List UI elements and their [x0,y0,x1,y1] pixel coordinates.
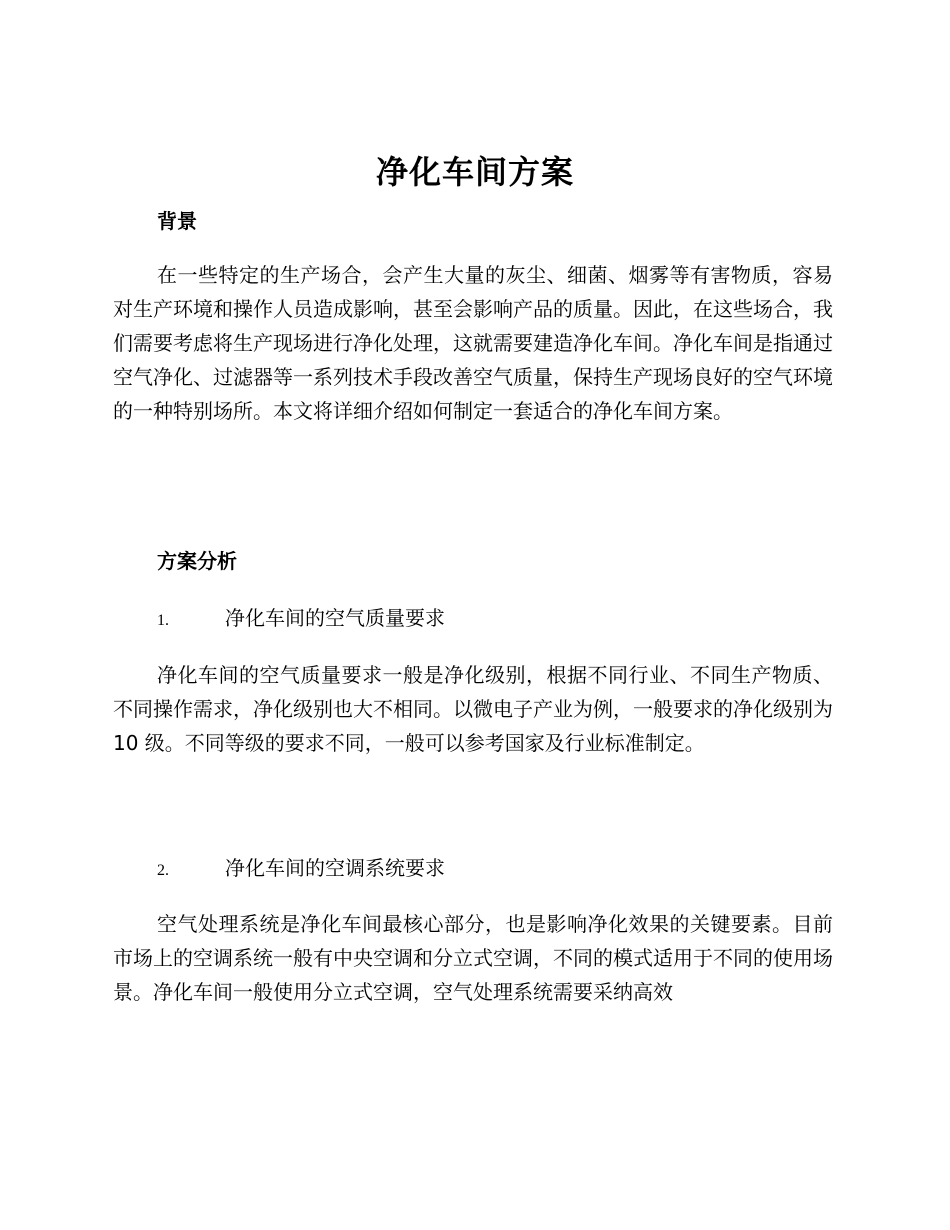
list-item-title: 净化车间的空气质量要求 [225,606,445,630]
document-title: 净化车间方案 [375,153,574,191]
list-item-ac-system [157,854,445,885]
background-paragraph: 在一些特定的生产场合，会产生大量的灰尘、细菌、烟雾等有害物质，容易对生产环境和操作人员造成影响，甚至会影响产品的质量。因此，在这些场合，我们需要考虑将生产现场进行净化处理，这就需要建造净化车间。净化车间是指通过空气净化、过滤器等一系列技术手段改善空气质量，保持生产现场良好的空气环境的一种特别场所。本文将详细介绍如何制定一套适合的净化车间方案。 [113,263,833,423]
air-quality-paragraph: 净化车间的空气质量要求一般是净化级别，根据不同行业、不同生产物质、不同操作需求，净化级别也大不相同。以微电子产业为例，一般要求的净化级别为 10 级。不同等级的要求不同，一般可以参考国家及行业标准制定。 [113,663,833,755]
list-item-title: 净化车间的空调系统要求 [225,856,445,880]
list-item-number: 2. [157,862,169,879]
section-heading-background: 背景 [157,209,197,233]
list-item-air-quality [157,604,445,635]
ac-system-paragraph: 空气处理系统是净化车间最核心部分，也是影响净化效果的关键要素。目前市场上的空调系统一般有中央空调和分立式空调，不同的模式适用于不同的使用场景。净化车间一般使用分立式空调，空气处理系统需要采纳高效 [113,912,833,1004]
section-heading-analysis: 方案分析 [157,549,237,573]
list-item-number: 1. [157,612,169,629]
